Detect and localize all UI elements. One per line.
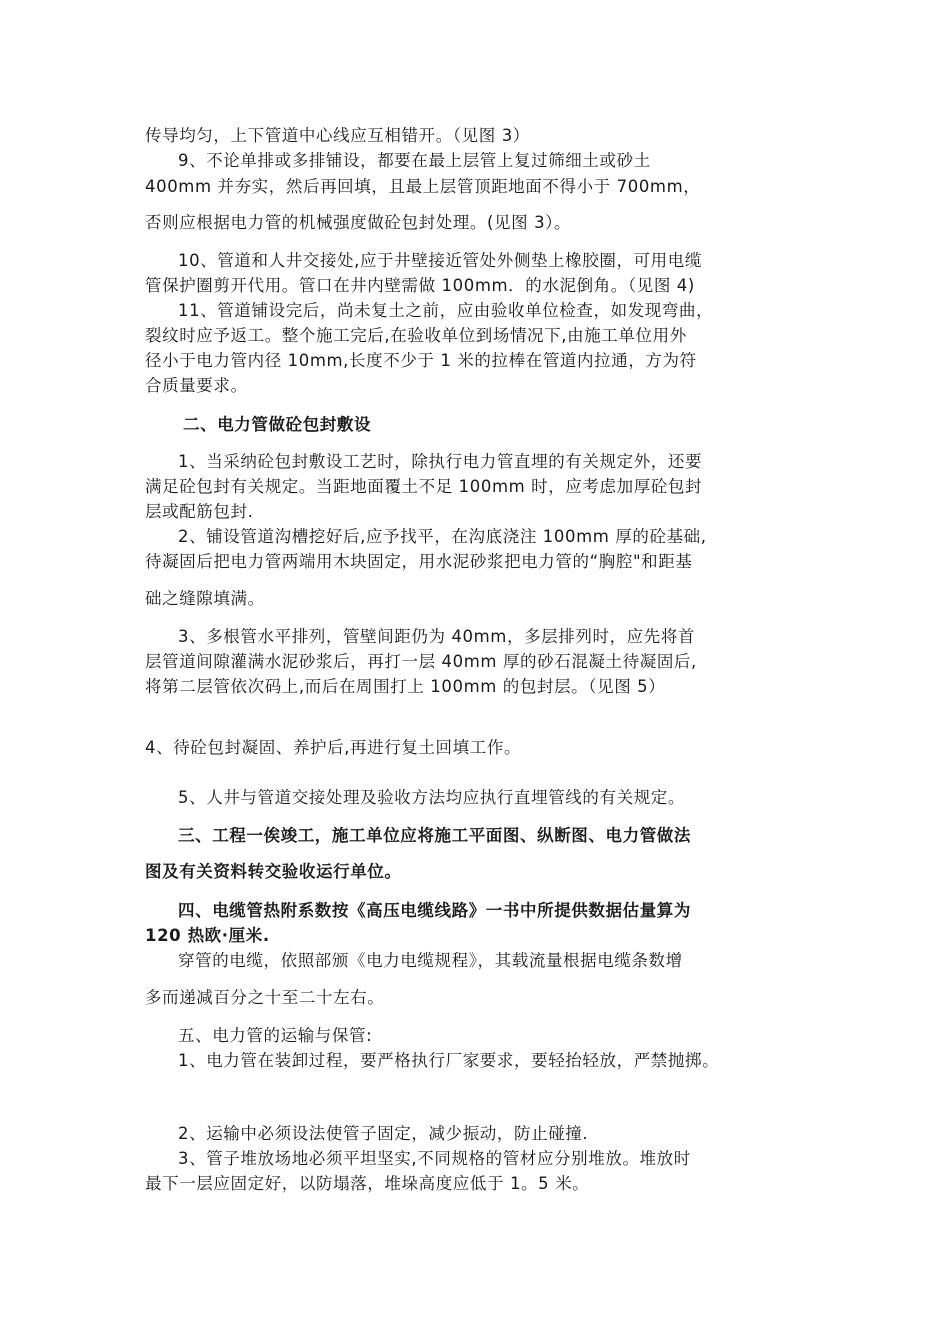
text-line: 1、当采纳砼包封敷设工艺时，除执行电力管直埋的有关规定外，还要 <box>178 452 703 471</box>
text-line: 2、运输中必须设法使管子固定，减少振动，防止碰撞. <box>178 1124 589 1143</box>
section-heading: 图及有关资料转交验收运行单位。 <box>145 862 402 881</box>
text-line: 9、不论单排或多排铺设，都要在最上层管上复过筛细土或砂土 <box>178 151 651 170</box>
section-heading: 二、电力管做砼包封敷设 <box>183 415 372 434</box>
section-heading: 四、电缆管热附系数按《高压电缆线路》一书中所提供数据估量算为 <box>178 901 691 920</box>
text-line: 2、铺设管道沟槽挖好后,应予找平，在沟底浇注 100mm 厚的砼基础, <box>178 527 707 546</box>
text-line: 3、管子堆放场地必须平坦坚实,不同规格的管材应分别堆放。堆放时 <box>178 1149 691 1168</box>
text-line: 穿管的电缆，依照部颁《电力电缆规程》，其载流量根据电缆条数增 <box>178 951 683 970</box>
text-line: 10、管道和人井交接处,应于井壁接近管处外侧垫上橡胶圈，可用电缆 <box>178 251 702 270</box>
text-line: 合质量要求。 <box>145 376 248 395</box>
text-line: 多而递减百分之十至二十左右。 <box>145 988 385 1007</box>
text-line: 裂纹时应予返工。整个施工完后,在验收单位到场情况下,由施工单位用外 <box>145 326 687 345</box>
section-heading: 120 热欧·厘米. <box>145 926 270 945</box>
text-line: 11、管道铺设完后，尚未复土之前，应由验收单位检查，如发现弯曲， <box>178 301 714 320</box>
text-line: 否则应根据电力管的机械强度做砼包封处理。(见图 3）。 <box>145 213 572 232</box>
text-line: 层管道间隙灌满水泥砂浆后，再打一层 40mm 厚的砂石混凝土待凝固后, <box>145 652 697 671</box>
text-line: 将第二层管依次码上,而后在周围打上 100mm 的包封层。（见图 5） <box>145 677 666 696</box>
text-line: 层或配筋包封. <box>145 502 254 521</box>
section-heading: 三、工程一俟竣工，施工单位应将施工平面图、纵断图、电力管做法 <box>178 826 691 845</box>
text-line: 五、电力管的运输与保管: <box>178 1026 373 1045</box>
text-line: 4、待砼包封凝固、养护后,再进行复土回填工作。 <box>145 738 522 757</box>
text-line: 待凝固后把电力管两端用木块固定，用水泥砂浆把电力管的“胸腔"和距基 <box>145 552 693 571</box>
text-line: 3、多根管水平排列，管壁间距仍为 40mm，多层排列时，应先将首 <box>178 627 696 646</box>
text-line: 最下一层应固定好，以防塌落，堆垛高度应低于 1。5 米。 <box>145 1174 590 1193</box>
text-line: 径小于电力管内径 10mm,长度不少于 1 米的拉棒在管道内拉通，方为符 <box>145 351 697 370</box>
text-line: 5、人井与管道交接处理及验收方法均应执行直埋管线的有关规定。 <box>178 788 685 807</box>
text-line: 满足砼包封有关规定。当距地面覆土不足 100mm 时，应考虑加厚砼包封 <box>145 477 703 496</box>
text-line: 1、电力管在装卸过程，要严格执行厂家要求，要轻抬轻放，严禁抛掷。 <box>178 1051 720 1070</box>
text-line: 传导均匀，上下管道中心线应互相错开。（见图 3） <box>145 126 530 145</box>
text-line: 400mm 并夯实，然后再回填，且最上层管顶距地面不得小于 700mm， <box>145 177 701 196</box>
text-line: 管保护圈剪开代用。管口在井内壁需做 100mm．的水泥倒角。（见图 4) <box>145 276 695 295</box>
text-line: 础之缝隙填满。 <box>145 589 265 608</box>
